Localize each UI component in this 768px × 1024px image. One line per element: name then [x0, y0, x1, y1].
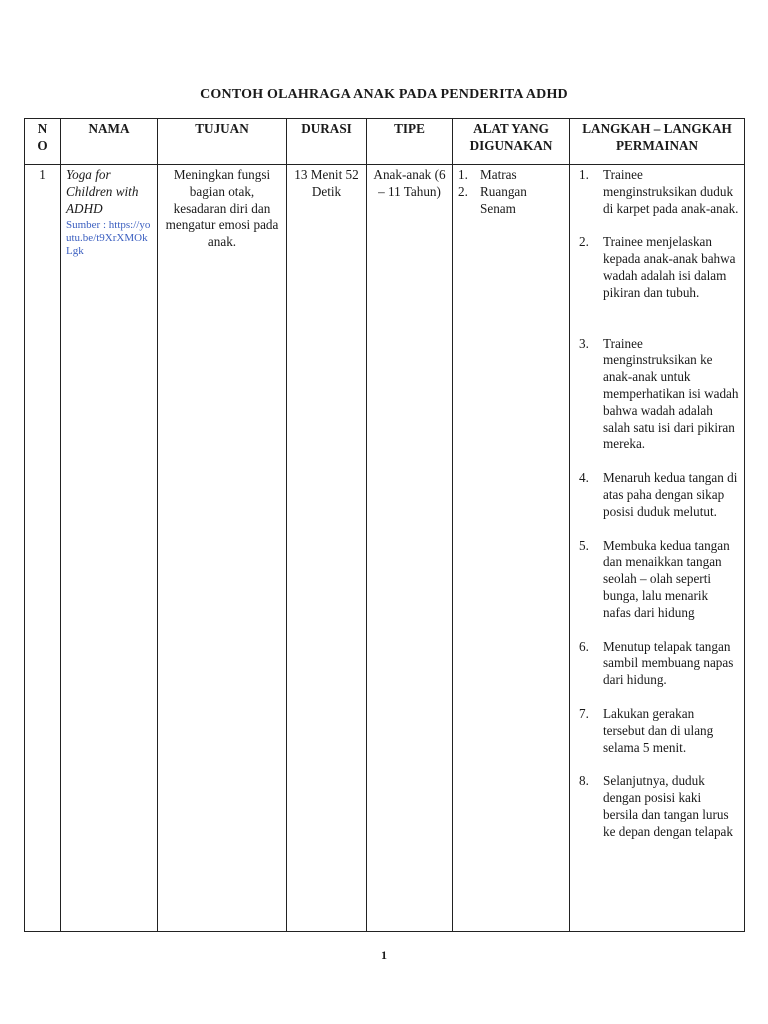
list-number: 4.	[579, 470, 589, 486]
list-item	[575, 639, 739, 689]
list-number: 1.	[579, 167, 589, 182]
cell-durasi: 13 Menit 52 Detik	[287, 165, 367, 932]
list-item	[575, 167, 739, 217]
list-number: 6.	[579, 638, 589, 654]
list-number: 7.	[579, 705, 589, 721]
list-text: Menutup telapak tangan sambil membuang napas dari hidung.	[603, 638, 734, 688]
list-text: Lakukan gerakan tersebut dan di ulang selama 5 menit.	[603, 705, 714, 755]
list-number: 2.	[579, 234, 589, 250]
list-text: Trainee menjelaskan kepada anak-anak bahwa wadah adalah isi dalam pikiran dan tubuh.	[603, 234, 736, 300]
page-number: 1	[381, 948, 387, 962]
list-item	[575, 706, 739, 756]
list-item	[575, 538, 739, 622]
source-link[interactable]: Sumber : https://youtu.be/t9XrXMOkLgk	[66, 219, 151, 258]
cell-no: 1	[25, 165, 61, 932]
steps-list	[575, 167, 739, 841]
cell-alat	[453, 165, 570, 932]
list-number: 3.	[579, 335, 589, 351]
cell-nama	[61, 165, 158, 932]
header-tipe: TIPE	[367, 119, 453, 165]
list-item	[575, 773, 739, 840]
table-header-row	[25, 119, 745, 165]
list-number: 5.	[579, 537, 589, 553]
cell-tujuan: Meningkan fungsi bagian otak, kesadaran diri dan mengatur emosi pada anak.	[158, 165, 287, 932]
activity-table	[24, 118, 745, 932]
list-text: Trainee menginstruksikan duduk di karpet pada anak-anak.	[603, 167, 739, 216]
list-item	[575, 470, 739, 520]
header-tujuan: TUJUAN	[158, 119, 287, 165]
list-number: 1.	[458, 167, 468, 182]
list-item	[458, 167, 564, 184]
activity-name: Yoga for Children with ADHD	[66, 167, 139, 216]
list-text: Matras	[480, 167, 517, 182]
list-text: Trainee menginstruksikan ke anak-anak untuk memperhatikan isi wadah bahwa wadah adalah salah satu isi dari pikiran mereka.	[603, 335, 739, 452]
list-text: Selanjutnya, duduk dengan posisi kaki bersila dan tangan lurus ke depan dengan telapak	[603, 773, 733, 839]
list-number: 2.	[458, 183, 468, 199]
header-durasi: DURASI	[287, 119, 367, 165]
header-alat: ALAT YANG DIGUNAKAN	[453, 119, 570, 165]
list-number: 8.	[579, 773, 589, 789]
table-row	[25, 165, 745, 932]
list-text: Menaruh kedua tangan di atas paha dengan sikap posisi duduk melutut.	[603, 470, 738, 519]
equipment-list	[458, 167, 564, 217]
header-nama: NAMA	[61, 119, 158, 165]
page-title: CONTOH OLAHRAGA ANAK PADA PENDERITA ADHD	[200, 87, 568, 102]
list-item	[575, 234, 739, 301]
list-item	[575, 336, 739, 454]
cell-langkah	[570, 165, 745, 932]
list-text: Ruangan Senam	[480, 183, 527, 216]
list-item	[458, 184, 564, 218]
header-langkah: LANGKAH – LANGKAH PERMAINAN	[570, 119, 745, 165]
list-text: Membuka kedua tangan dan menaikkan tangan seolah – olah seperti bunga, lalu menarik nafas dari hidung	[603, 537, 730, 620]
cell-tipe: Anak-anak (6 – 11 Tahun)	[367, 165, 453, 932]
header-no: N O	[25, 119, 61, 165]
